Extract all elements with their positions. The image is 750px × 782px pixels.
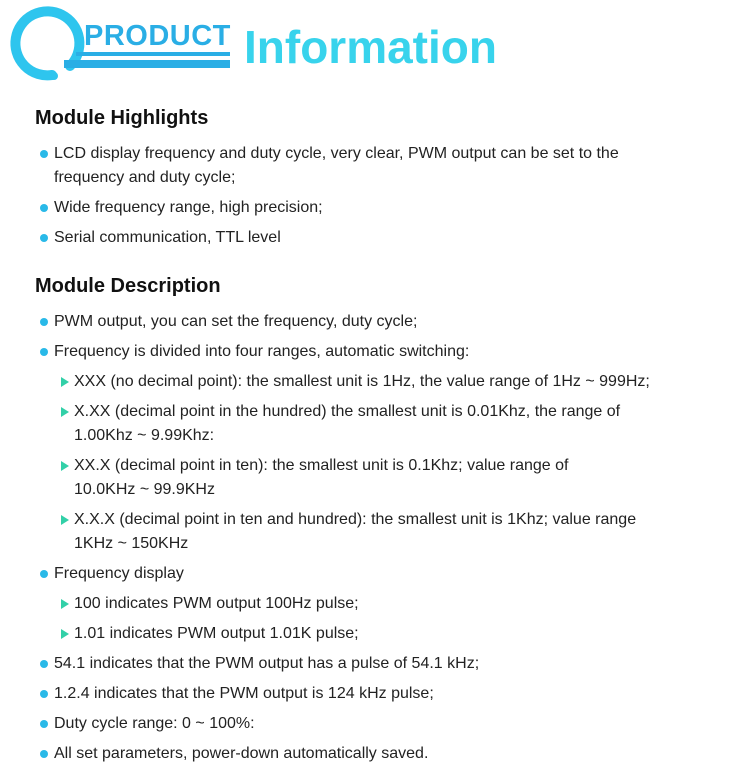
triangle-bullet-icon <box>61 515 69 525</box>
range-text-4a: X.X.X (decimal point in ten and hundred): the smallest unit is 1Khz; value range <box>74 511 637 528</box>
range-item-4 <box>74 508 734 556</box>
range-item-1 <box>74 370 744 394</box>
desc-text-freq-display: Frequency display <box>54 565 184 582</box>
desc-item-disp4 <box>54 682 434 706</box>
highlight-item-3 <box>54 226 281 250</box>
desc-item-duty <box>54 712 255 736</box>
desc-item-saved <box>54 742 428 766</box>
range-text-2b: 1.00Khz ~ 9.99Khz: <box>74 427 215 444</box>
bullet-dot-icon <box>40 660 48 668</box>
description-title: Module Description <box>35 275 221 297</box>
product-word: PRODUCT <box>84 20 231 52</box>
highlight-text-1b: frequency and duty cycle; <box>54 169 236 186</box>
triangle-bullet-icon <box>61 407 69 417</box>
highlight-text-1a: LCD display frequency and duty cycle, very clear, PWM output can be set to the <box>54 145 619 162</box>
bullet-dot-icon <box>40 570 48 578</box>
bullet-dot-icon <box>40 750 48 758</box>
display-item-1 <box>74 592 359 616</box>
underline-bar-bottom <box>64 60 230 68</box>
range-item-3 <box>74 454 734 502</box>
display-item-2 <box>74 622 359 646</box>
display-text-2: 1.01 indicates PWM output 1.01K pulse; <box>74 625 359 642</box>
highlight-item-1 <box>54 142 734 190</box>
range-item-2 <box>74 400 734 448</box>
bullet-dot-icon <box>40 690 48 698</box>
highlights-title: Module Highlights <box>35 107 209 129</box>
triangle-bullet-icon <box>61 629 69 639</box>
range-text-4b: 1KHz ~ 150KHz <box>74 535 189 552</box>
bullet-dot-icon <box>40 204 48 212</box>
desc-text-disp4: 1.2.4 indicates that the PWM output is 124 kHz pulse; <box>54 685 434 702</box>
triangle-bullet-icon <box>61 461 69 471</box>
highlight-text-2: Wide frequency range, high precision; <box>54 199 323 216</box>
ring-dot-icon <box>50 72 58 80</box>
desc-item-freq-display <box>54 562 184 586</box>
highlight-text-3: Serial communication, TTL level <box>54 229 281 246</box>
range-text-3b: 10.0KHz ~ 99.9KHz <box>74 481 215 498</box>
display-text-1: 100 indicates PWM output 100Hz pulse; <box>74 595 359 612</box>
desc-item-freq-ranges <box>54 340 469 364</box>
desc-text-duty: Duty cycle range: 0 ~ 100%: <box>54 715 255 732</box>
triangle-bullet-icon <box>61 599 69 609</box>
bullet-dot-icon <box>40 720 48 728</box>
range-text-1: XXX (no decimal point): the smallest unit is 1Hz, the value range of 1Hz ~ 999Hz; <box>74 373 650 390</box>
desc-text-saved: All set parameters, power-down automatically saved. <box>54 745 429 762</box>
header-banner <box>0 0 750 92</box>
desc-item-pwm <box>54 310 417 334</box>
desc-text-disp3: 54.1 indicates that the PWM output has a pulse of 54.1 kHz; <box>54 655 480 672</box>
triangle-bullet-icon <box>61 377 69 387</box>
information-title: Information <box>244 21 497 73</box>
desc-text-pwm: PWM output, you can set the frequency, duty cycle; <box>54 313 418 330</box>
bullet-dot-icon <box>40 348 48 356</box>
bullet-dot-icon <box>40 234 48 242</box>
desc-text-freq-ranges: Frequency is divided into four ranges, automatic switching: <box>54 343 470 360</box>
range-text-2a: X.XX (decimal point in the hundred) the smallest unit is 0.01Khz, the range of <box>74 403 621 420</box>
desc-item-disp3 <box>54 652 479 676</box>
bullet-dot-icon <box>40 150 48 158</box>
range-text-3a: XX.X (decimal point in ten): the smallest unit is 0.1Khz; value range of <box>74 457 569 474</box>
bullet-dot-icon <box>40 318 48 326</box>
highlight-item-2 <box>54 196 323 220</box>
